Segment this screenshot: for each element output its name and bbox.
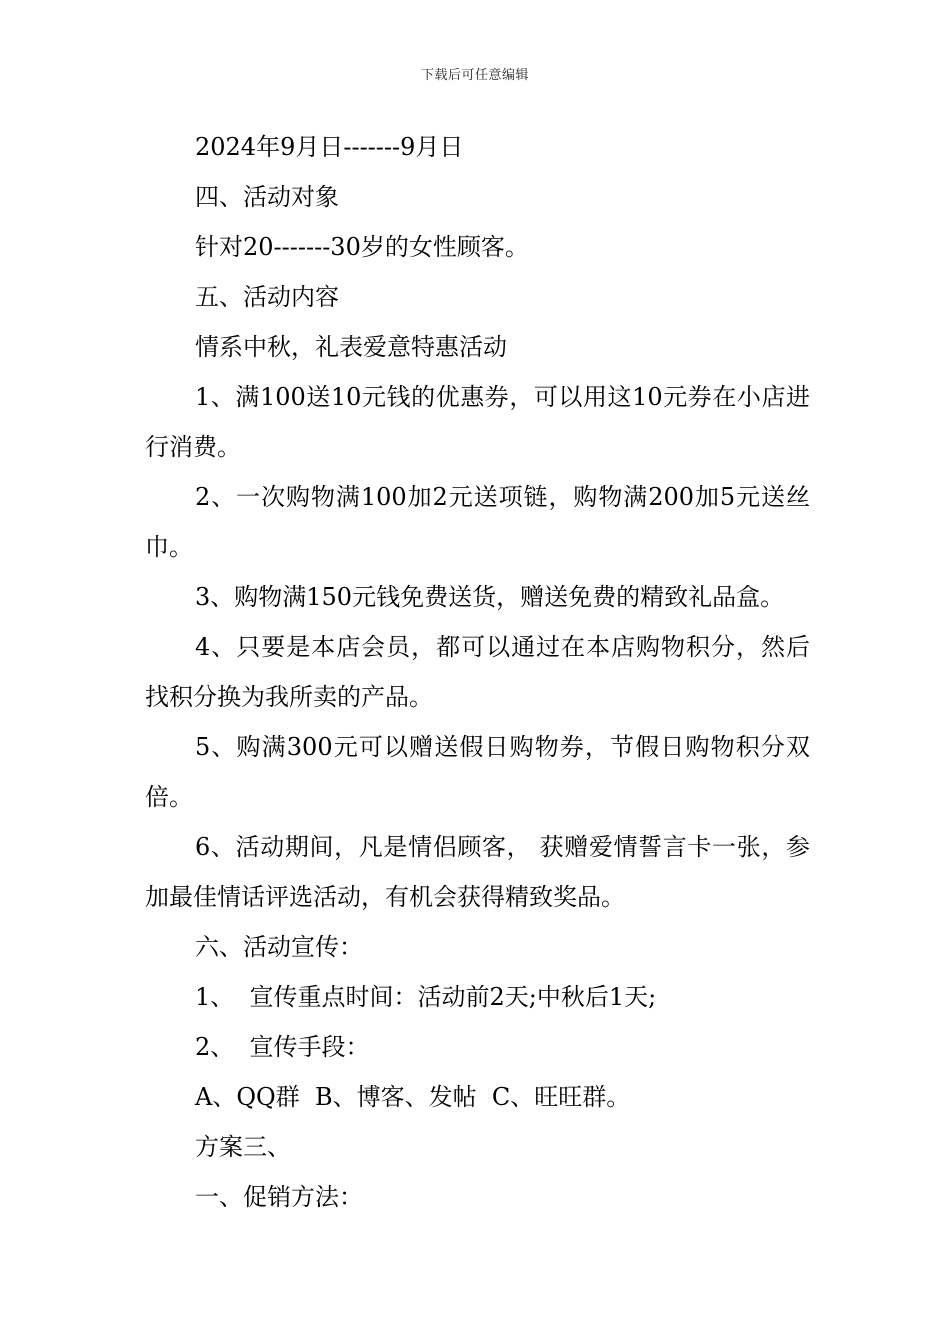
list-item-offer-1: 1、满100送10元钱的优惠券，可以用这10元券在小店进行消费。	[145, 383, 810, 461]
list-item-offer-4: 4、只要是本店会员，都可以通过在本店购物积分，然后找积分换为我所卖的产品。	[145, 633, 810, 711]
list-item-offer-3: 3、购物满150元钱免费送货，赠送免费的精致礼品盒。	[195, 583, 785, 611]
list-item-offer-6: 6、活动期间，凡是情侣顾客， 获赠爱情誓言卡一张，参加最佳情话评选活动，有机会获得精致奖品。	[145, 833, 810, 911]
document-body	[145, 122, 810, 1222]
list-item-promo-means: 2、 宣传手段：	[195, 1033, 370, 1061]
paragraph-target-audience: 针对20-------30岁的女性顾客。	[195, 233, 529, 261]
list-item-offer-2: 2、一次购物满100加2元送项链，购物满200加5元送丝巾。	[145, 483, 810, 561]
section-heading-content: 五、活动内容	[195, 283, 339, 311]
paragraph-event-theme: 情系中秋，礼表爱意特惠活动	[195, 333, 507, 361]
section-heading-promo-method: 一、促销方法：	[195, 1183, 363, 1211]
paragraph-date-range: 2024年9月日-------9月日	[195, 133, 464, 161]
page-header: 下载后可任意编辑	[420, 68, 529, 83]
list-item-offer-5: 5、购满300元可以赠送假日购物券，节假日购物积分双倍。	[145, 733, 810, 811]
paragraph-promo-channels: A、QQ群 B、博客、发帖 C、旺旺群。	[195, 1083, 631, 1111]
section-heading-promotion: 六、活动宣传：	[195, 933, 363, 961]
section-heading-plan-three: 方案三、	[195, 1133, 291, 1161]
section-heading-target: 四、活动对象	[195, 183, 339, 211]
list-item-promo-time: 1、 宣传重点时间：活动前2天;中秋后1天;	[195, 983, 657, 1011]
